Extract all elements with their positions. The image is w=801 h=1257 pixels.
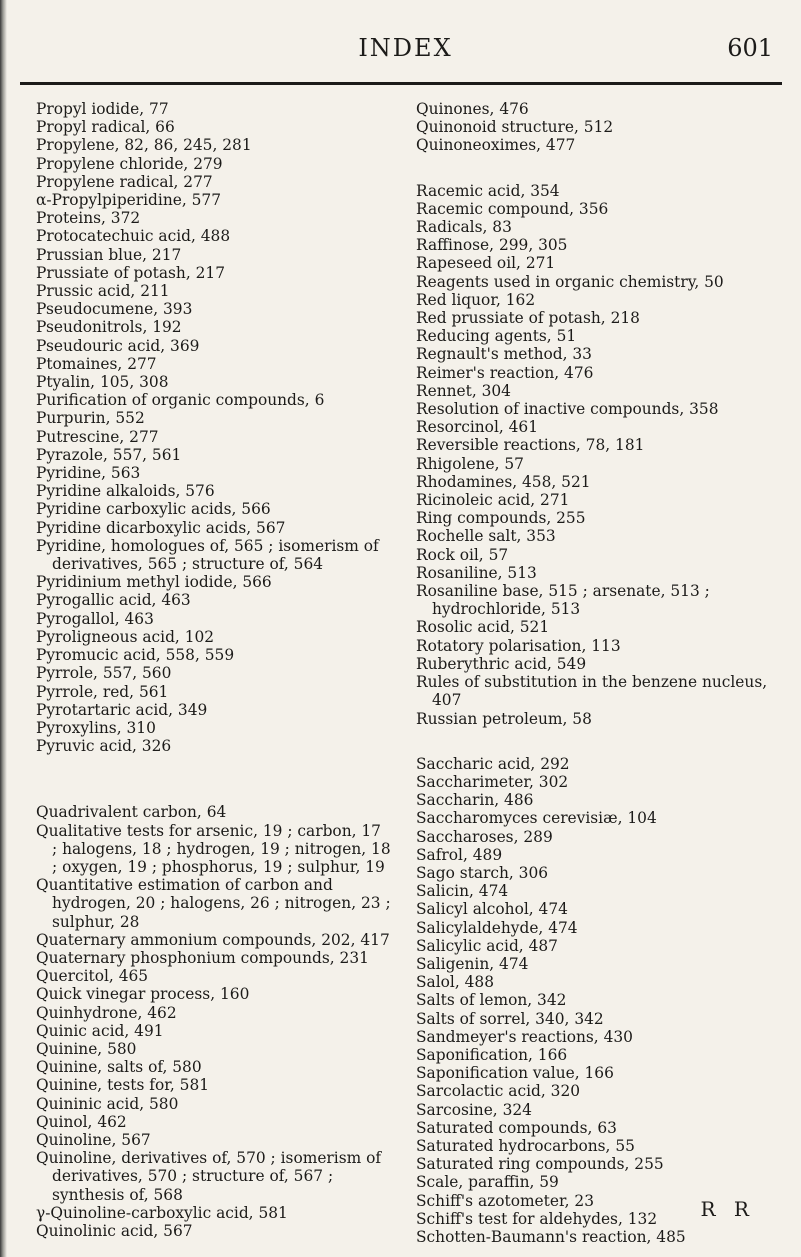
index-entry: Saccharin, 486 [416,791,534,810]
index-entry: Ruberythric acid, 549 [416,654,587,673]
index-entry: Rennet, 304 [416,381,511,400]
index-entry: Rhodamines, 458, 521 [416,472,591,491]
index-entry: Saccharimeter, 302 [416,772,569,791]
index-entry: Raffinose, 299, 305 [416,236,568,255]
index-entry: Quinoneoximes, 477 [416,136,576,155]
index-entry: Saccharoses, 289 [416,827,553,846]
index-entry: Sago starch, 306 [416,863,549,882]
index-entry: Quininic acid, 580 [36,1094,179,1113]
index-entry: Red liquor, 162 [416,290,536,309]
group-spacer [36,755,391,803]
index-entry: Propylene, 82, 86, 245, 281 [36,136,252,155]
index-entry: Quantitative estimation of carbon and hydrogen, 20 ; halogens, 26 ; nitrogen, 23 ; sulphur, 28 [36,876,391,931]
index-entry: Prussian blue, 217 [36,245,182,264]
index-entry: Pyrrole, 557, 560 [36,664,172,683]
index-entry: Rochelle salt, 353 [416,527,556,546]
index-entry: γ-Quinoline-carboxylic acid, 581 [36,1203,288,1222]
signature-mark: R R [700,1197,755,1221]
index-entry: Prussiate of potash, 217 [36,263,226,282]
index-entry: Salicylaldehyde, 474 [416,918,578,937]
index-entry: Quinic acid, 491 [36,1021,164,1040]
index-entry: Saccharic acid, 292 [416,754,570,773]
index-entry: Ring compounds, 255 [416,509,586,528]
index-group-p [36,100,391,755]
index-entry: Saponification, 166 [416,1045,568,1064]
index-entry: Sarcosine, 324 [416,1100,532,1119]
index-entry: Saccharomyces cerevisiæ, 104 [416,809,657,828]
index-entry: Pseudouric acid, 369 [36,336,200,355]
index-entry: Reversible reactions, 78, 181 [416,436,645,455]
index-entry: Pyrotartaric acid, 349 [36,700,208,719]
index-entry: Ptomaines, 277 [36,354,157,373]
index-entry: Sandmeyer's reactions, 430 [416,1027,633,1046]
group-spacer [416,155,796,182]
index-entry: Salicylic acid, 487 [416,936,558,955]
index-group-q-continued [416,100,796,155]
index-entry: Prussic acid, 211 [36,282,170,301]
index-entry: Pyridine alkaloids, 576 [36,482,215,501]
index-entry: Regnault's method, 33 [416,345,592,364]
index-entry: Propyl iodide, 77 [36,100,169,118]
page-title: INDEX [358,34,453,62]
index-entry: Pyromucic acid, 558, 559 [36,646,235,665]
index-entry: Scale, paraffin, 59 [416,1173,559,1192]
index-entry: Schiff's azotometer, 23 [416,1191,594,1210]
index-entry: α-Propylpiperidine, 577 [36,191,222,210]
index-entry: Quinhydrone, 462 [36,1003,177,1022]
index-entry: Propylene chloride, 279 [36,154,223,173]
index-entry: Reagents used in organic chemistry, 50 [416,272,724,291]
index-entry: Pseudonitrols, 192 [36,318,182,337]
index-entry: Quercitol, 465 [36,967,149,986]
index-entry: Resorcinol, 461 [416,418,539,437]
index-entry: Quinol, 462 [36,1112,127,1131]
index-entry: Saligenin, 474 [416,954,529,973]
index-entry: Pyridine, 563 [36,464,141,483]
index-entry: Quadrivalent carbon, 64 [36,803,227,822]
index-entry: Rules of substitution in the benzene nucleus, 407 [416,673,768,710]
index-entry: Rosaniline, 513 [416,563,537,582]
index-entry: Propyl radical, 66 [36,118,175,137]
index-entry: Qualitative tests for arsenic, 19 ; carbon, 17 ; halogens, 18 ; hydrogen, 19 ; nitrogen, 18 ; oxygen, 19 ; phosphorus, 19 ; sulphur, 19 [36,821,391,876]
index-entry: Quaternary phosphonium compounds, 231 [36,948,369,967]
index-entry: Red prussiate of potash, 218 [416,309,640,328]
index-entry: Reimer's reaction, 476 [416,363,594,382]
index-entry: Quinoline, derivatives of, 570 ; isomerism of derivatives, 570 ; structure of, 567 ; synthesis of, 568 [36,1149,382,1204]
index-entry: Quaternary ammonium compounds, 202, 417 [36,930,390,949]
index-entry: Resolution of inactive compounds, 358 [416,400,719,419]
index-entry: Pyridine dicarboxylic acids, 567 [36,518,286,537]
index-entry: Quinine, 580 [36,1039,137,1058]
index-entry: Ricinoleic acid, 271 [416,491,570,510]
index-entry: Quinolinic acid, 567 [36,1221,193,1240]
index-entry: Rhigolene, 57 [416,454,524,473]
index-entry: Pseudocumene, 393 [36,300,193,319]
index-entry: Protocatechuic acid, 488 [36,227,231,246]
index-entry: Proteins, 372 [36,209,141,228]
page-binding-edge [0,0,7,1257]
index-entry: Schiff's test for aldehydes, 132 [416,1209,658,1228]
index-column-right [416,100,796,1246]
index-entry: Pyruvic acid, 326 [36,737,172,756]
index-entry: Pyrazole, 557, 561 [36,445,182,464]
index-entry: Saturated hydrocarbons, 55 [416,1136,635,1155]
index-entry: Pyroxylins, 310 [36,718,156,737]
index-entry: Pyridine carboxylic acids, 566 [36,500,271,519]
index-entry: Schotten-Baumann's reaction, 485 [416,1227,686,1246]
index-entry: Quinonoid structure, 512 [416,118,614,137]
index-entry: Quinine, tests for, 581 [36,1076,210,1095]
index-entry: Safrol, 489 [416,845,503,864]
index-entry: Russian petroleum, 58 [416,709,592,728]
index-entry: Racemic acid, 354 [416,181,560,200]
group-spacer [416,728,796,755]
index-entry: Rotatory polarisation, 113 [416,636,621,655]
index-group-q [36,803,391,1240]
index-entry: Putrescine, 277 [36,427,159,446]
index-entry: Saturated compounds, 63 [416,1118,617,1137]
index-entry: Pyridinium methyl iodide, 566 [36,573,272,592]
index-entry: Salts of lemon, 342 [416,991,567,1010]
index-entry: Pyrogallic acid, 463 [36,591,191,610]
index-column-left [36,100,391,1240]
index-entry: Salts of sorrel, 340, 342 [416,1009,604,1028]
index-entry: Reducing agents, 51 [416,327,577,346]
index-entry: Rosolic acid, 521 [416,618,550,637]
index-entry: Rock oil, 57 [416,545,509,564]
index-entry: Quinine, salts of, 580 [36,1058,202,1077]
index-entry: Pyrrole, red, 561 [36,682,169,701]
index-entry: Saturated ring compounds, 255 [416,1155,664,1174]
index-entry: Quinoline, 567 [36,1130,151,1149]
index-entry: Sarcolactic acid, 320 [416,1082,581,1101]
index-entry: Propylene radical, 277 [36,172,213,191]
index-entry: Pyrogallol, 463 [36,609,154,628]
header-rule [20,82,782,85]
index-entry: Quick vinegar process, 160 [36,985,250,1004]
index-entry: Purification of organic compounds, 6 [36,391,325,410]
index-entry: Quinones, 476 [416,100,529,118]
index-entry: Salicyl alcohol, 474 [416,900,568,919]
page-header [30,28,781,68]
index-group-r [416,182,796,728]
index-entry: Pyroligneous acid, 102 [36,627,215,646]
index-entry: Radicals, 83 [416,218,512,237]
page-number: 601 [727,34,773,62]
index-entry: Saponification value, 166 [416,1064,614,1083]
index-entry: Pyridine, homologues of, 565 ; isomerism of derivatives, 565 ; structure of, 564 [36,536,379,574]
index-entry: Racemic compound, 356 [416,199,609,218]
index-entry: Salicin, 474 [416,882,509,901]
index-entry: Ptyalin, 105, 308 [36,373,169,392]
index-entry: Rosaniline base, 515 ; arsenate, 513 ; hydrochloride, 513 [416,582,710,619]
index-entry: Salol, 488 [416,973,494,992]
index-entry: Purpurin, 552 [36,409,145,428]
index-entry: Rapeseed oil, 271 [416,254,556,273]
index-group-s [416,755,796,1246]
